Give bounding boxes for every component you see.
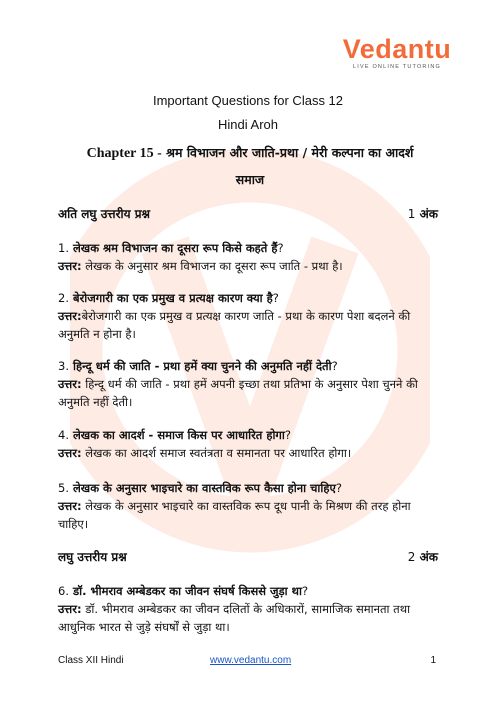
question-4: 4. लेखक का आदर्श - समाज किस पर आधारित होगा? उत्तर: लेखक का आदर्श समाज स्वतंत्रता व समानता पर आधारित होगा। xyxy=(58,428,352,460)
section-marks: 1 अंक xyxy=(407,207,438,221)
doc-subject: Hindi Aroh xyxy=(218,117,278,132)
chapter-title-line2: समाज xyxy=(235,172,265,187)
question-text: हिन्दू धर्म की जाति - प्रथा हमें क्या चुनने की अनुमति नहीं देती xyxy=(73,359,332,373)
question-text: लेखक श्रम विभाजन का दूसरा रूप किसे कहते हैं xyxy=(73,241,278,255)
section-heading-very-short xyxy=(58,205,438,222)
question-text: बेरोजगारी का एक प्रमुख व प्रत्यक्ष कारण क्या है xyxy=(73,291,273,305)
chapter-prefix: Chapter 15 - xyxy=(86,146,162,161)
answer-label: उत्तर: xyxy=(58,602,82,616)
section-title: अति लघु उत्तरीय प्रश्न xyxy=(58,207,151,221)
answer-label: उत्तर: xyxy=(58,259,82,273)
logo-tagline: LIVE ONLINE TUTORING xyxy=(353,64,441,70)
section-heading-short xyxy=(58,548,438,565)
vedantu-logo[interactable] xyxy=(332,36,462,70)
question-text: लेखक के अनुसार भाइचारे का वास्तविक रूप कैसा होना चाहिए xyxy=(73,481,336,495)
doc-title: Important Questions for Class 12 xyxy=(152,93,344,108)
footer-class: Class XII Hindi xyxy=(58,655,124,666)
footer-link[interactable]: www.vedantu.com xyxy=(210,655,292,666)
question-1: 1. लेखक श्रम विभाजन का दूसरा रूप किसे कहते हैं? उत्तर: लेखक के अनुसार श्रम विभाजन का दूसरा रूप जाति - प्रथा है। xyxy=(58,241,343,273)
question-2: 2. बेरोजगारी का एक प्रमुख व प्रत्यक्ष कारण क्या है? उत्तर:बेरोजगारी का एक प्रमुख व प्रत्यक्ष कारण जाति - प्रथा के कारण पेशा बदलने की अनुमति न होना है। xyxy=(58,291,411,341)
answer-text: लेखक का आदर्श समाज स्वतंत्रता व समानता पर आधारित होगा। xyxy=(81,446,352,460)
question-text: लेखक का आदर्श - समाज किस पर आधारित होगा xyxy=(73,428,285,442)
answer-text: लेखक के अनुसार श्रम विभाजन का दूसरा रूप जाति - प्रथा है। xyxy=(81,259,343,273)
page-number: 1 xyxy=(430,655,436,666)
chapter-heading xyxy=(40,140,460,193)
logo-wordmark: Vedantu xyxy=(342,34,452,64)
question-6: 6. डॉ. भीमराव अम्बेडकर का जीवन संघर्ष किससे जुड़ा था? उत्तर: डॉ. भीमराव अम्बेडकर का जीवन दलितों के अधिकारों, सामाजिक समानता तथा आधुनिक भारत से जुड़े संघर्षों से जुड़ा था। xyxy=(58,584,411,634)
answer-text: हिन्दू धर्म की जाति - प्रथा हमें अपनी इच्छा तथा प्रतिभा के अनुसार पेशा चुनने की अनुमति नहीं देती। xyxy=(58,377,418,409)
section-title: लघु उत्तरीय प्रश्न xyxy=(58,550,127,564)
answer-label: उत्तर: xyxy=(58,446,82,460)
chapter-title-line1: श्रम विभाजन और जाति-प्रथा / मेरी कल्पना का आदर्श xyxy=(166,145,414,160)
answer-label: उत्तर: xyxy=(58,309,82,323)
answer-text: डॉ. भीमराव अम्बेडकर का जीवन दलितों के अधिकारों, सामाजिक समानता तथा आधुनिक भारत से जुड़े संघर्षों से जुड़ा था। xyxy=(58,602,411,634)
question-5: 5. लेखक के अनुसार भाइचारे का वास्तविक रूप कैसा होना चाहिए? उत्तर: लेखक के अनुसार भाइचारे का वास्तविक रूप दूध पानी के मिश्रण की तरह होना चाहिए। xyxy=(58,481,411,531)
answer-label: उत्तर: xyxy=(58,377,82,391)
section-marks: 2 अंक xyxy=(407,550,438,564)
answer-label: उत्तर: xyxy=(58,499,82,513)
answer-text: लेखक के अनुसार भाइचारे का वास्तविक रूप दूध पानी के मिश्रण की तरह होना चाहिए। xyxy=(58,499,411,531)
question-text: डॉ. भीमराव अम्बेडकर का जीवन संघर्ष किससे जुड़ा था xyxy=(73,584,302,598)
question-3: 3. हिन्दू धर्म की जाति - प्रथा हमें क्या चुनने की अनुमति नहीं देती? उत्तर: हिन्दू धर्म की जाति - प्रथा हमें अपनी इच्छा तथा प्रतिभा के अनुसार पेशा चुनने की अनुमति नहीं देती। xyxy=(58,359,418,409)
answer-text: बेरोजगारी का एक प्रमुख व प्रत्यक्ष कारण जाति - प्रथा के कारण पेशा बदलने की अनुमति न होना है। xyxy=(58,309,411,341)
